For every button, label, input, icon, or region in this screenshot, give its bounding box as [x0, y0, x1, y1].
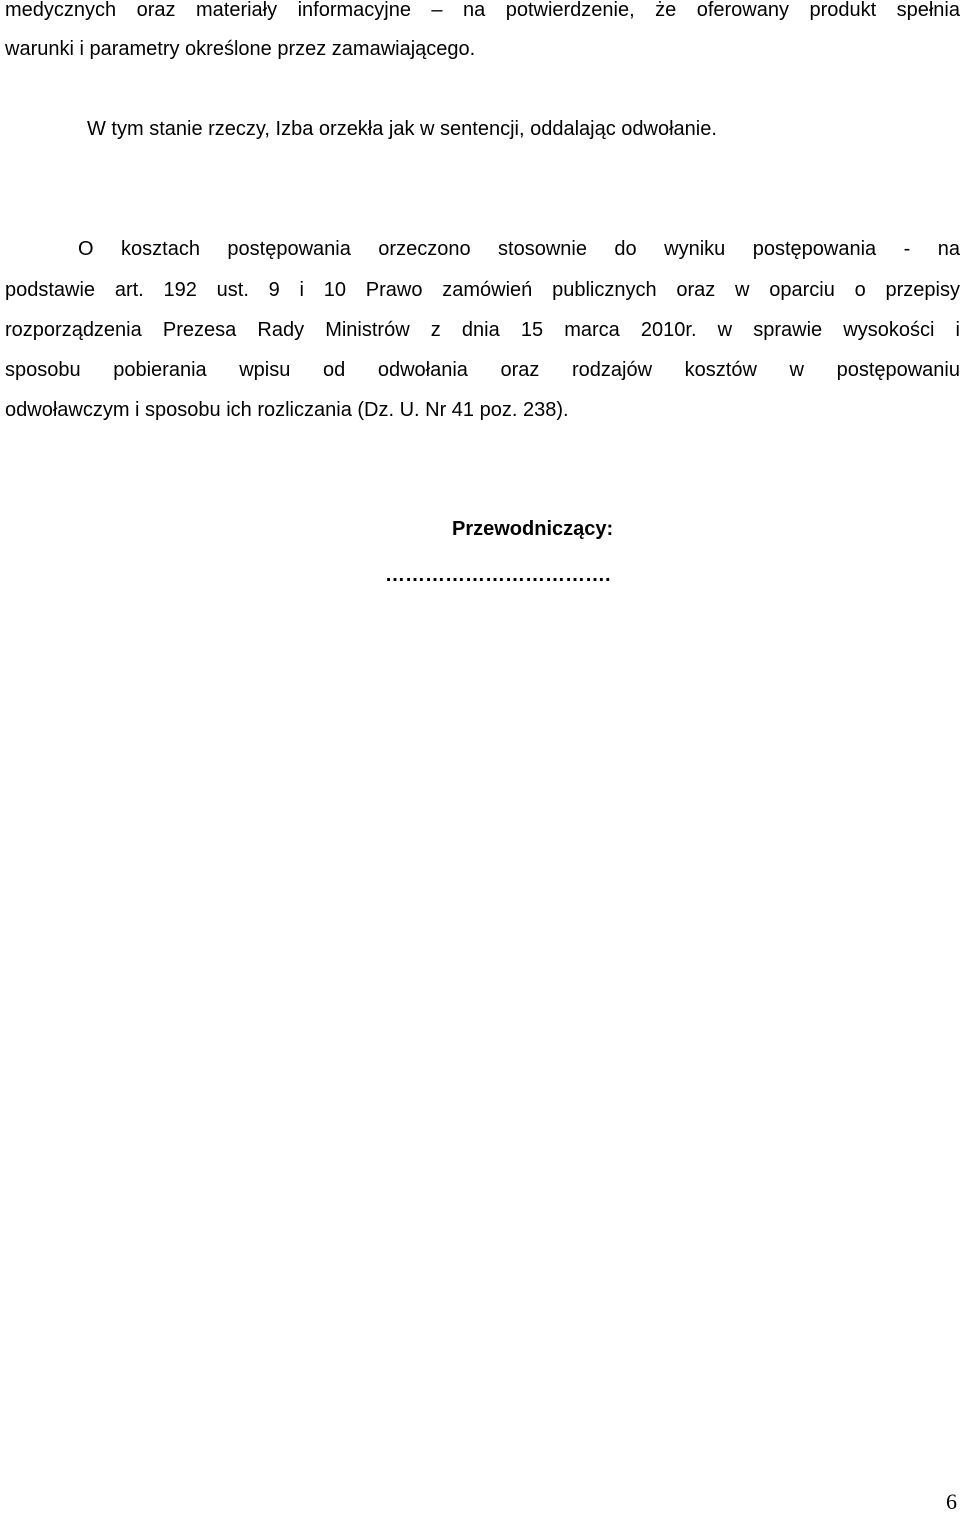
costs-paragraph-line-5: odwoławczym i sposobu ich rozliczania (Dz. U. Nr 41 poz. 238). [5, 399, 569, 421]
dismissal-paragraph: W tym stanie rzeczy, Izba orzekła jak w sentencji, oddalając odwołanie. [87, 118, 717, 140]
costs-paragraph-line-2: podstawie art. 192 ust. 9 i 10 Prawo zamówień publicznych oraz w oparciu o przepisy [5, 279, 960, 301]
costs-paragraph-line-3: rozporządzenia Prezesa Rady Ministrów z dnia 15 marca 2010r. w sprawie wysokości i [5, 319, 960, 341]
costs-paragraph-line-1: O kosztach postępowania orzeczono stosownie do wyniku postępowania - na [78, 238, 960, 260]
costs-paragraph-line-4: sposobu pobierania wpisu od odwołania oraz rodzajów kosztów w postępowaniu [5, 359, 960, 381]
signature-title: Przewodniczący: [452, 518, 614, 540]
page-number: 6 [946, 1489, 957, 1514]
continued-paragraph-line-2: warunki i parametry określone przez zamawiającego. [5, 38, 476, 60]
continued-paragraph-line-1: medycznych oraz materiały informacyjne – na potwierdzenie, że oferowany produkt spełnia [5, 0, 960, 21]
signature-placeholder: ……………………………. [385, 564, 611, 586]
